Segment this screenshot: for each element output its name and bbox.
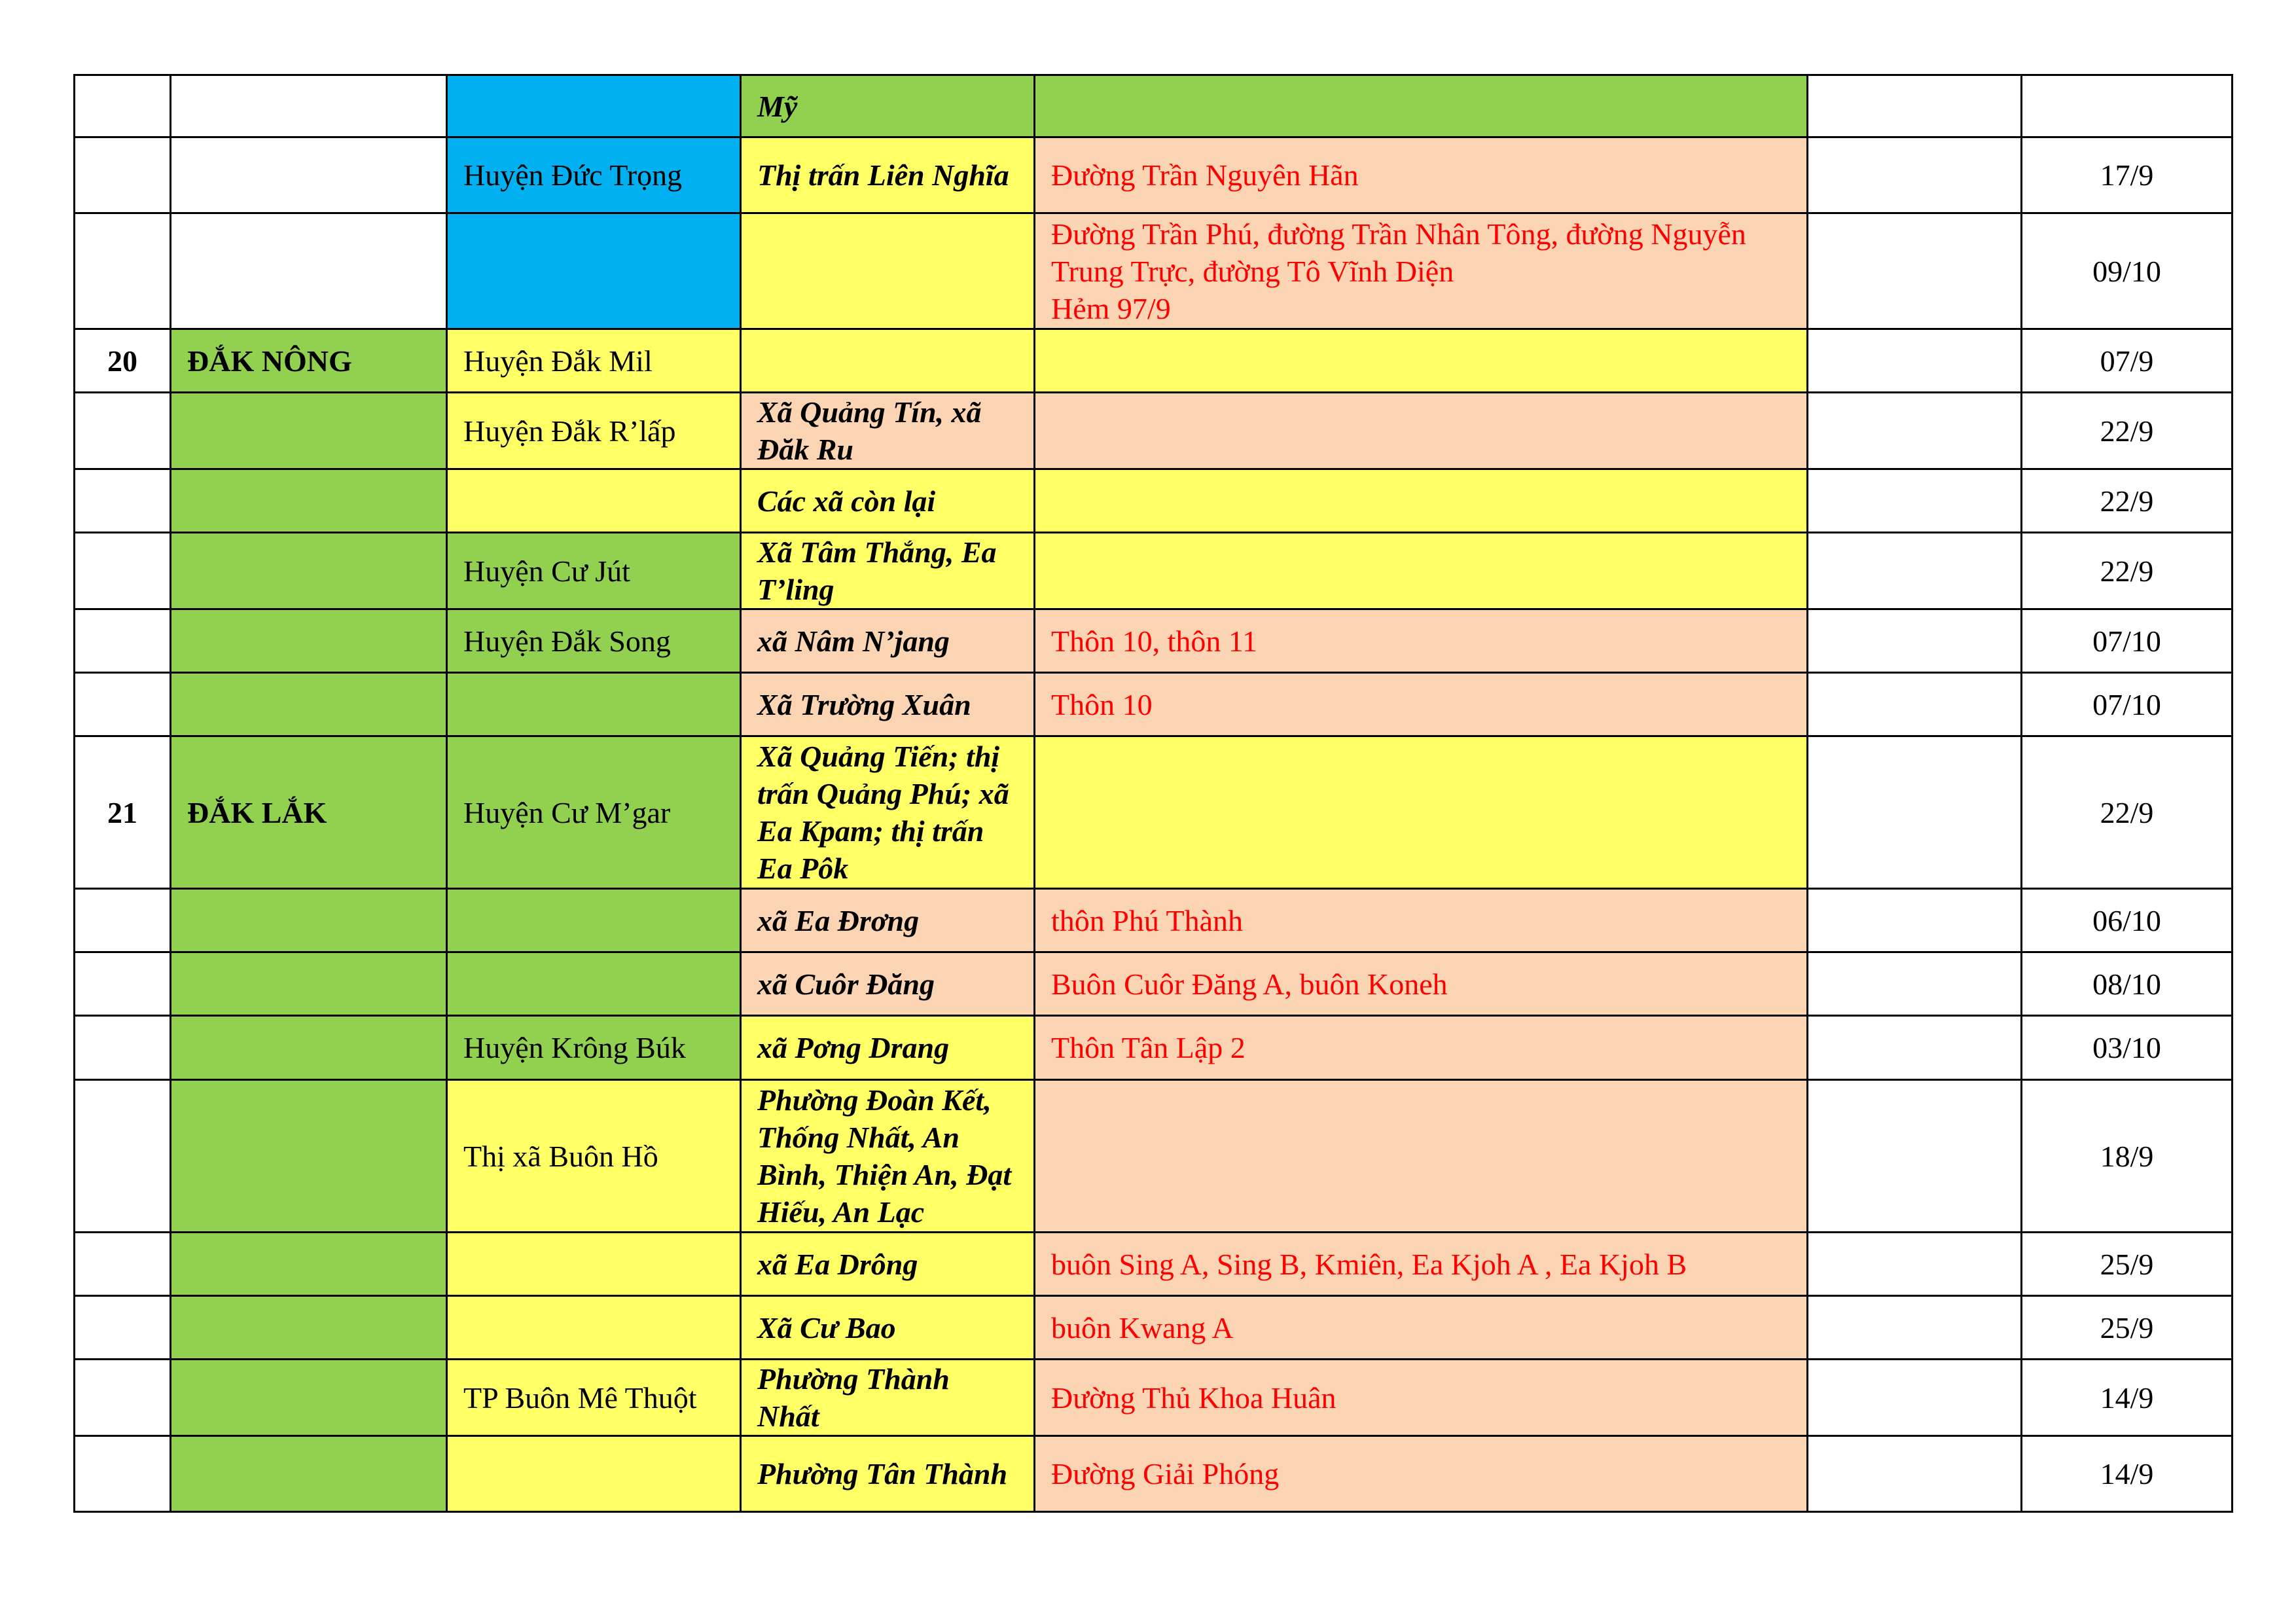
date-cell: 22/9 (2022, 393, 2233, 469)
commune-cell (741, 329, 1035, 393)
area-detail-cell: Buôn Cuôr Đăng A, buôn Koneh (1035, 952, 1808, 1016)
area-detail-cell (1035, 75, 1808, 137)
district-cell (447, 673, 741, 736)
commune-cell (741, 213, 1035, 329)
district-cell: Huyện Đắk Song (447, 609, 741, 673)
blank-cell (1808, 329, 2022, 393)
commune-cell: Mỹ (741, 75, 1035, 137)
date-cell: 25/9 (2022, 1233, 2233, 1296)
province-cell (171, 1436, 447, 1512)
commune-cell: Phường Tân Thành (741, 1436, 1035, 1512)
commune-cell: xã Ea Đrơng (741, 889, 1035, 952)
blank-cell (1808, 1360, 2022, 1436)
blank-cell (1808, 213, 2022, 329)
area-detail-cell: Đường Giải Phóng (1035, 1436, 1808, 1512)
province-cell (171, 213, 447, 329)
row-number-cell (75, 673, 171, 736)
area-detail-cell: Đường Trần Phú, đường Trần Nhân Tông, đường Nguyễn Trung Trực, đường Tô Vĩnh Diện Hẻm 97/9 (1035, 213, 1808, 329)
table-row (75, 137, 2233, 213)
area-detail-cell (1035, 393, 1808, 469)
area-detail-cell: Đường Trần Nguyên Hãn (1035, 137, 1808, 213)
date-cell: 22/9 (2022, 736, 2233, 889)
row-number-cell (75, 1296, 171, 1360)
area-detail-cell (1035, 329, 1808, 393)
area-detail-cell: buôn Kwang A (1035, 1296, 1808, 1360)
commune-cell: xã Cuôr Đăng (741, 952, 1035, 1016)
province-cell: ĐẮK NÔNG (171, 329, 447, 393)
date-cell: 09/10 (2022, 213, 2233, 329)
district-cell: Huyện Cư M’gar (447, 736, 741, 889)
province-cell: ĐẮK LẮK (171, 736, 447, 889)
district-cell: Huyện Krông Búk (447, 1016, 741, 1080)
row-number-cell (75, 137, 171, 213)
table-row (75, 673, 2233, 736)
commune-cell: Xã Quảng Tiến; thị trấn Quảng Phú; xã Ea Kpam; thị trấn Ea Pôk (741, 736, 1035, 889)
row-number-cell (75, 609, 171, 673)
commune-cell: xã Ea Drông (741, 1233, 1035, 1296)
blank-cell (1808, 1016, 2022, 1080)
row-number-cell (75, 1436, 171, 1512)
district-cell (447, 1233, 741, 1296)
commune-cell: Xã Quảng Tín, xã Đăk Ru (741, 393, 1035, 469)
district-cell: Thị xã Buôn Hồ (447, 1080, 741, 1233)
table-row (75, 213, 2233, 329)
date-cell: 08/10 (2022, 952, 2233, 1016)
district-cell (447, 469, 741, 533)
district-cell (447, 952, 741, 1016)
district-cell (447, 213, 741, 329)
date-cell: 07/10 (2022, 609, 2233, 673)
district-cell (447, 1436, 741, 1512)
table-row (75, 1436, 2233, 1512)
row-number-cell (75, 213, 171, 329)
table-row (75, 609, 2233, 673)
blank-cell (1808, 533, 2022, 609)
table-body (75, 75, 2233, 1512)
schedule-table (73, 74, 2233, 1513)
date-cell: 03/10 (2022, 1016, 2233, 1080)
commune-cell: Các xã còn lại (741, 469, 1035, 533)
blank-cell (1808, 1296, 2022, 1360)
district-cell (447, 1296, 741, 1360)
date-cell: 14/9 (2022, 1436, 2233, 1512)
area-detail-cell: Thôn Tân Lập 2 (1035, 1016, 1808, 1080)
table-row (75, 393, 2233, 469)
blank-cell (1808, 952, 2022, 1016)
table-row (75, 736, 2233, 889)
blank-cell (1808, 889, 2022, 952)
commune-cell: Phường Thành Nhất (741, 1360, 1035, 1436)
area-detail-cell: Thôn 10 (1035, 673, 1808, 736)
table-row (75, 1016, 2233, 1080)
district-cell: Huyện Đắk Mil (447, 329, 741, 393)
province-cell (171, 1080, 447, 1233)
date-cell: 18/9 (2022, 1080, 2233, 1233)
date-cell: 07/10 (2022, 673, 2233, 736)
district-cell: Huyện Cư Jút (447, 533, 741, 609)
commune-cell: xã Pơng Drang (741, 1016, 1035, 1080)
province-cell (171, 393, 447, 469)
date-cell: 22/9 (2022, 533, 2233, 609)
commune-cell: Xã Cư Bao (741, 1296, 1035, 1360)
commune-cell: Xã Tâm Thắng, Ea T’ling (741, 533, 1035, 609)
row-number-cell: 20 (75, 329, 171, 393)
area-detail-cell (1035, 469, 1808, 533)
row-number-cell (75, 1080, 171, 1233)
province-cell (171, 75, 447, 137)
province-cell (171, 137, 447, 213)
table-row (75, 329, 2233, 393)
province-cell (171, 1233, 447, 1296)
area-detail-cell: Đường Thủ Khoa Huân (1035, 1360, 1808, 1436)
blank-cell (1808, 1080, 2022, 1233)
province-cell (171, 889, 447, 952)
province-cell (171, 673, 447, 736)
district-cell: Huyện Đức Trọng (447, 137, 741, 213)
row-number-cell (75, 393, 171, 469)
province-cell (171, 1296, 447, 1360)
table-row (75, 1233, 2233, 1296)
row-number-cell (75, 952, 171, 1016)
commune-cell: Xã Trường Xuân (741, 673, 1035, 736)
row-number-cell (75, 469, 171, 533)
table-row (75, 952, 2233, 1016)
row-number-cell (75, 75, 171, 137)
date-cell (2022, 75, 2233, 137)
province-cell (171, 1016, 447, 1080)
district-cell (447, 75, 741, 137)
blank-cell (1808, 1436, 2022, 1512)
row-number-cell (75, 1360, 171, 1436)
date-cell: 14/9 (2022, 1360, 2233, 1436)
commune-cell: Thị trấn Liên Nghĩa (741, 137, 1035, 213)
date-cell: 22/9 (2022, 469, 2233, 533)
province-cell (171, 609, 447, 673)
date-cell: 25/9 (2022, 1296, 2233, 1360)
table-row (75, 533, 2233, 609)
blank-cell (1808, 736, 2022, 889)
area-detail-cell: buôn Sing A, Sing B, Kmiên, Ea Kjoh A , Ea Kjoh B (1035, 1233, 1808, 1296)
row-number-cell (75, 533, 171, 609)
table-row (75, 1296, 2233, 1360)
blank-cell (1808, 137, 2022, 213)
table-row (75, 889, 2233, 952)
area-detail-cell (1035, 1080, 1808, 1233)
blank-cell (1808, 469, 2022, 533)
province-cell (171, 952, 447, 1016)
date-cell: 06/10 (2022, 889, 2233, 952)
province-cell (171, 469, 447, 533)
area-detail-cell (1035, 533, 1808, 609)
row-number-cell (75, 1016, 171, 1080)
district-cell (447, 889, 741, 952)
blank-cell (1808, 673, 2022, 736)
row-number-cell: 21 (75, 736, 171, 889)
table-row (75, 469, 2233, 533)
blank-cell (1808, 75, 2022, 137)
table-row (75, 75, 2233, 137)
date-cell: 17/9 (2022, 137, 2233, 213)
district-cell: Huyện Đắk R’lấp (447, 393, 741, 469)
blank-cell (1808, 1233, 2022, 1296)
area-detail-cell: Thôn 10, thôn 11 (1035, 609, 1808, 673)
area-detail-cell (1035, 736, 1808, 889)
blank-cell (1808, 609, 2022, 673)
table-row (75, 1360, 2233, 1436)
area-detail-cell: thôn Phú Thành (1035, 889, 1808, 952)
date-cell: 07/9 (2022, 329, 2233, 393)
row-number-cell (75, 889, 171, 952)
blank-cell (1808, 393, 2022, 469)
table-row (75, 1080, 2233, 1233)
commune-cell: xã Nâm N’jang (741, 609, 1035, 673)
district-cell: TP Buôn Mê Thuột (447, 1360, 741, 1436)
province-cell (171, 533, 447, 609)
row-number-cell (75, 1233, 171, 1296)
commune-cell: Phường Đoàn Kết, Thống Nhất, An Bình, Thiện An, Đạt Hiếu, An Lạc (741, 1080, 1035, 1233)
province-cell (171, 1360, 447, 1436)
